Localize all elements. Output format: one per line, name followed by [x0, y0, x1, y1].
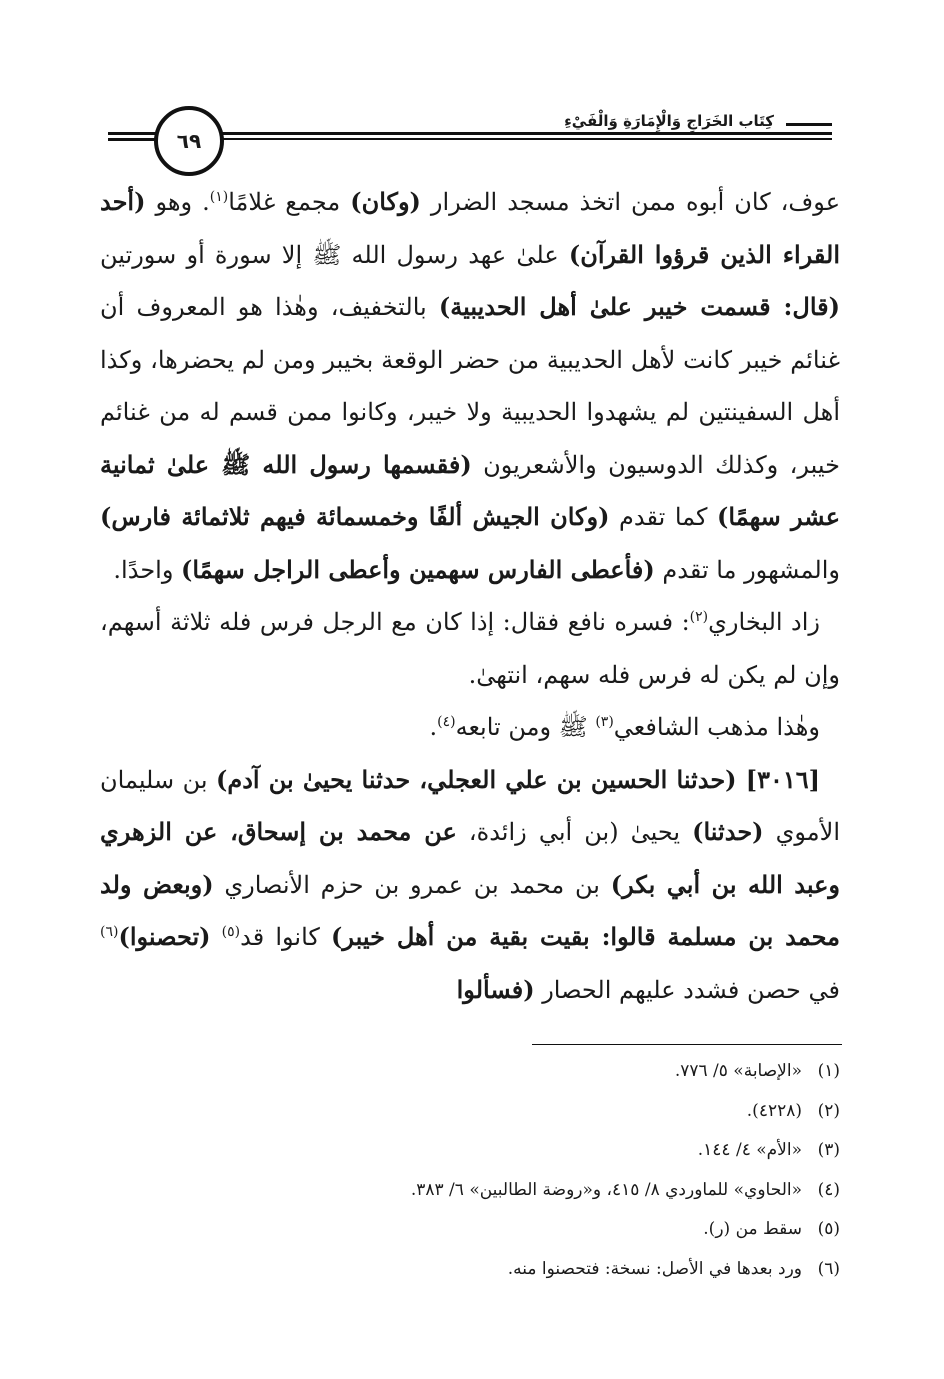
footnote-ref: (٦) [100, 924, 119, 940]
paragraph-2 [100, 596, 840, 701]
footnote-item [100, 1131, 840, 1171]
footnote-ref: (٣) [595, 714, 614, 730]
text-run: . وهو [145, 188, 210, 216]
footnotes [100, 1052, 840, 1289]
header-rule [108, 138, 158, 141]
text-run: ﷺ ومن تابعه [455, 713, 596, 741]
text-run: بن محمد بن عمرو بن حزم الأنصاري [213, 870, 611, 899]
text-run: وهٰذا مذهب الشافعي [613, 713, 820, 741]
text-run: بالتخفيف، وهٰذا هو المعروف أن غنائم خيبر كانت لأهل الحديبية من حضر الوقعة بخيبر ومن لم يحضرها، وكذا أهل السفينتين لم يشهدوا الحديبية ولا خيبر، وكانوا ممن قسم له من غنائم خيبر، وكذلك الدوسيون والأشعريون [100, 293, 840, 479]
footnote-number: (٤) [817, 1179, 840, 1200]
footnote-number: (٦) [817, 1258, 840, 1279]
text-run: يحيىٰ (بن أبي زائدة، [456, 818, 693, 846]
quoted-text: (قال: قسمت خيبر علىٰ أهل الحديبية) [438, 292, 840, 321]
page-number [154, 106, 224, 176]
footnote-item [100, 1250, 840, 1290]
footnote-item [100, 1052, 840, 1092]
text-run: والمشهور ما تقدم [654, 555, 840, 584]
hadith-number-and-chain: [٣٠١٦] (حدثنا الحسين بن علي العجلي، حدثنا يحيىٰ بن آدم) [216, 764, 820, 794]
paragraph-4 [100, 754, 840, 1017]
quoted-text: (وكان) [350, 187, 421, 216]
text-run: كانوا قد [240, 923, 332, 951]
quoted-text: (وبعض ولد محمد بن مسلمة قالوا: بقيت بقية من أهل خيبر) [100, 869, 840, 951]
footnote-text: ورد بعدها في الأصل: نسخة: فتحصنوا منه. [507, 1258, 802, 1279]
footnote-number: (٥) [817, 1219, 840, 1239]
text-run: زاد البخاري [708, 608, 820, 636]
quoted-text: (فقسمها رسول الله ﷺ علىٰ ثمانية عشر سهمًا) [100, 449, 841, 531]
text-run [210, 923, 221, 951]
page-header [100, 102, 840, 182]
quoted-text: (حدثنا) [692, 817, 764, 846]
running-title: كِتَاب الخَرَاجِ وَالْإِمَارَةِ وَالْفَيْءِ [558, 112, 780, 130]
header-rule [218, 132, 832, 135]
footnote-separator [532, 1044, 842, 1045]
footnote-text: (٤٢٢٨). [746, 1100, 802, 1121]
header-rule [108, 132, 158, 135]
main-text [100, 176, 840, 1016]
title-dash [786, 123, 832, 126]
page-number-text: ٦٩ [176, 129, 202, 153]
text-run: علىٰ عهد رسول الله ﷺ إلا سورة أو سورتين [100, 240, 569, 269]
footnote-number: (٣) [817, 1140, 840, 1160]
footnote-text: «الحاوي» للماوردي ٨/ ٤١٥، و«روضة الطالبين» ٦/ ٣٨٣. [410, 1179, 802, 1200]
text-run: . [429, 713, 438, 741]
quoted-text: (فسألوا [456, 974, 535, 1004]
text-run: واحدًا. [113, 555, 182, 584]
quoted-text: عن محمد بن إسحاق، عن الزهري وعبد الله بن أبي بكر) [100, 817, 841, 899]
footnote-text: «الأم» ٤/ ١٤٤. [697, 1140, 802, 1160]
header-rule [218, 138, 832, 140]
footnote-item [100, 1171, 840, 1211]
footnote-item [100, 1092, 840, 1132]
quoted-text: (وكان الجيش ألفًا وخمسمائة فيهم ثلاثمائة فارس) [100, 502, 610, 531]
footnote-text: سقط من (ر). [703, 1219, 802, 1239]
footnote-item [100, 1210, 840, 1250]
footnote-text: «الإصابة» ٥/ ٧٧٦. [674, 1061, 802, 1081]
quoted-text: (فأعطى الفارس سهمين وأعطى الراجل سهمًا) [181, 554, 655, 584]
text-run: كما تقدم [609, 503, 718, 531]
quoted-text: (أحد القراء الذين قرؤوا القرآن) [100, 187, 841, 269]
footnote-ref: (٥) [221, 924, 241, 940]
text-run: مجمع غلامًا [228, 188, 351, 216]
footnote-number: (٢) [817, 1100, 840, 1121]
footnote-ref: (١) [209, 189, 229, 205]
quoted-text: (تحصنوا) [118, 922, 211, 951]
text-run: في حصن فشدد عليهم الحصار [534, 975, 840, 1004]
footnote-ref: (٢) [689, 609, 709, 625]
paragraph-1 [100, 176, 840, 596]
footnote-ref: (٤) [437, 714, 456, 730]
text-run: بن سليمان الأموي [100, 765, 840, 846]
text-run: : فسره نافع فقال: إذا كان مع الرجل فرس فله ثلاثة أسهم، وإن لم يكن له فرس فله سهم، انتهىٰ. [100, 608, 840, 689]
paragraph-3 [100, 701, 840, 754]
text-run: عوف، كان أبوه ممن اتخذ مسجد الضرار [420, 188, 841, 216]
footnote-number: (١) [817, 1061, 840, 1081]
